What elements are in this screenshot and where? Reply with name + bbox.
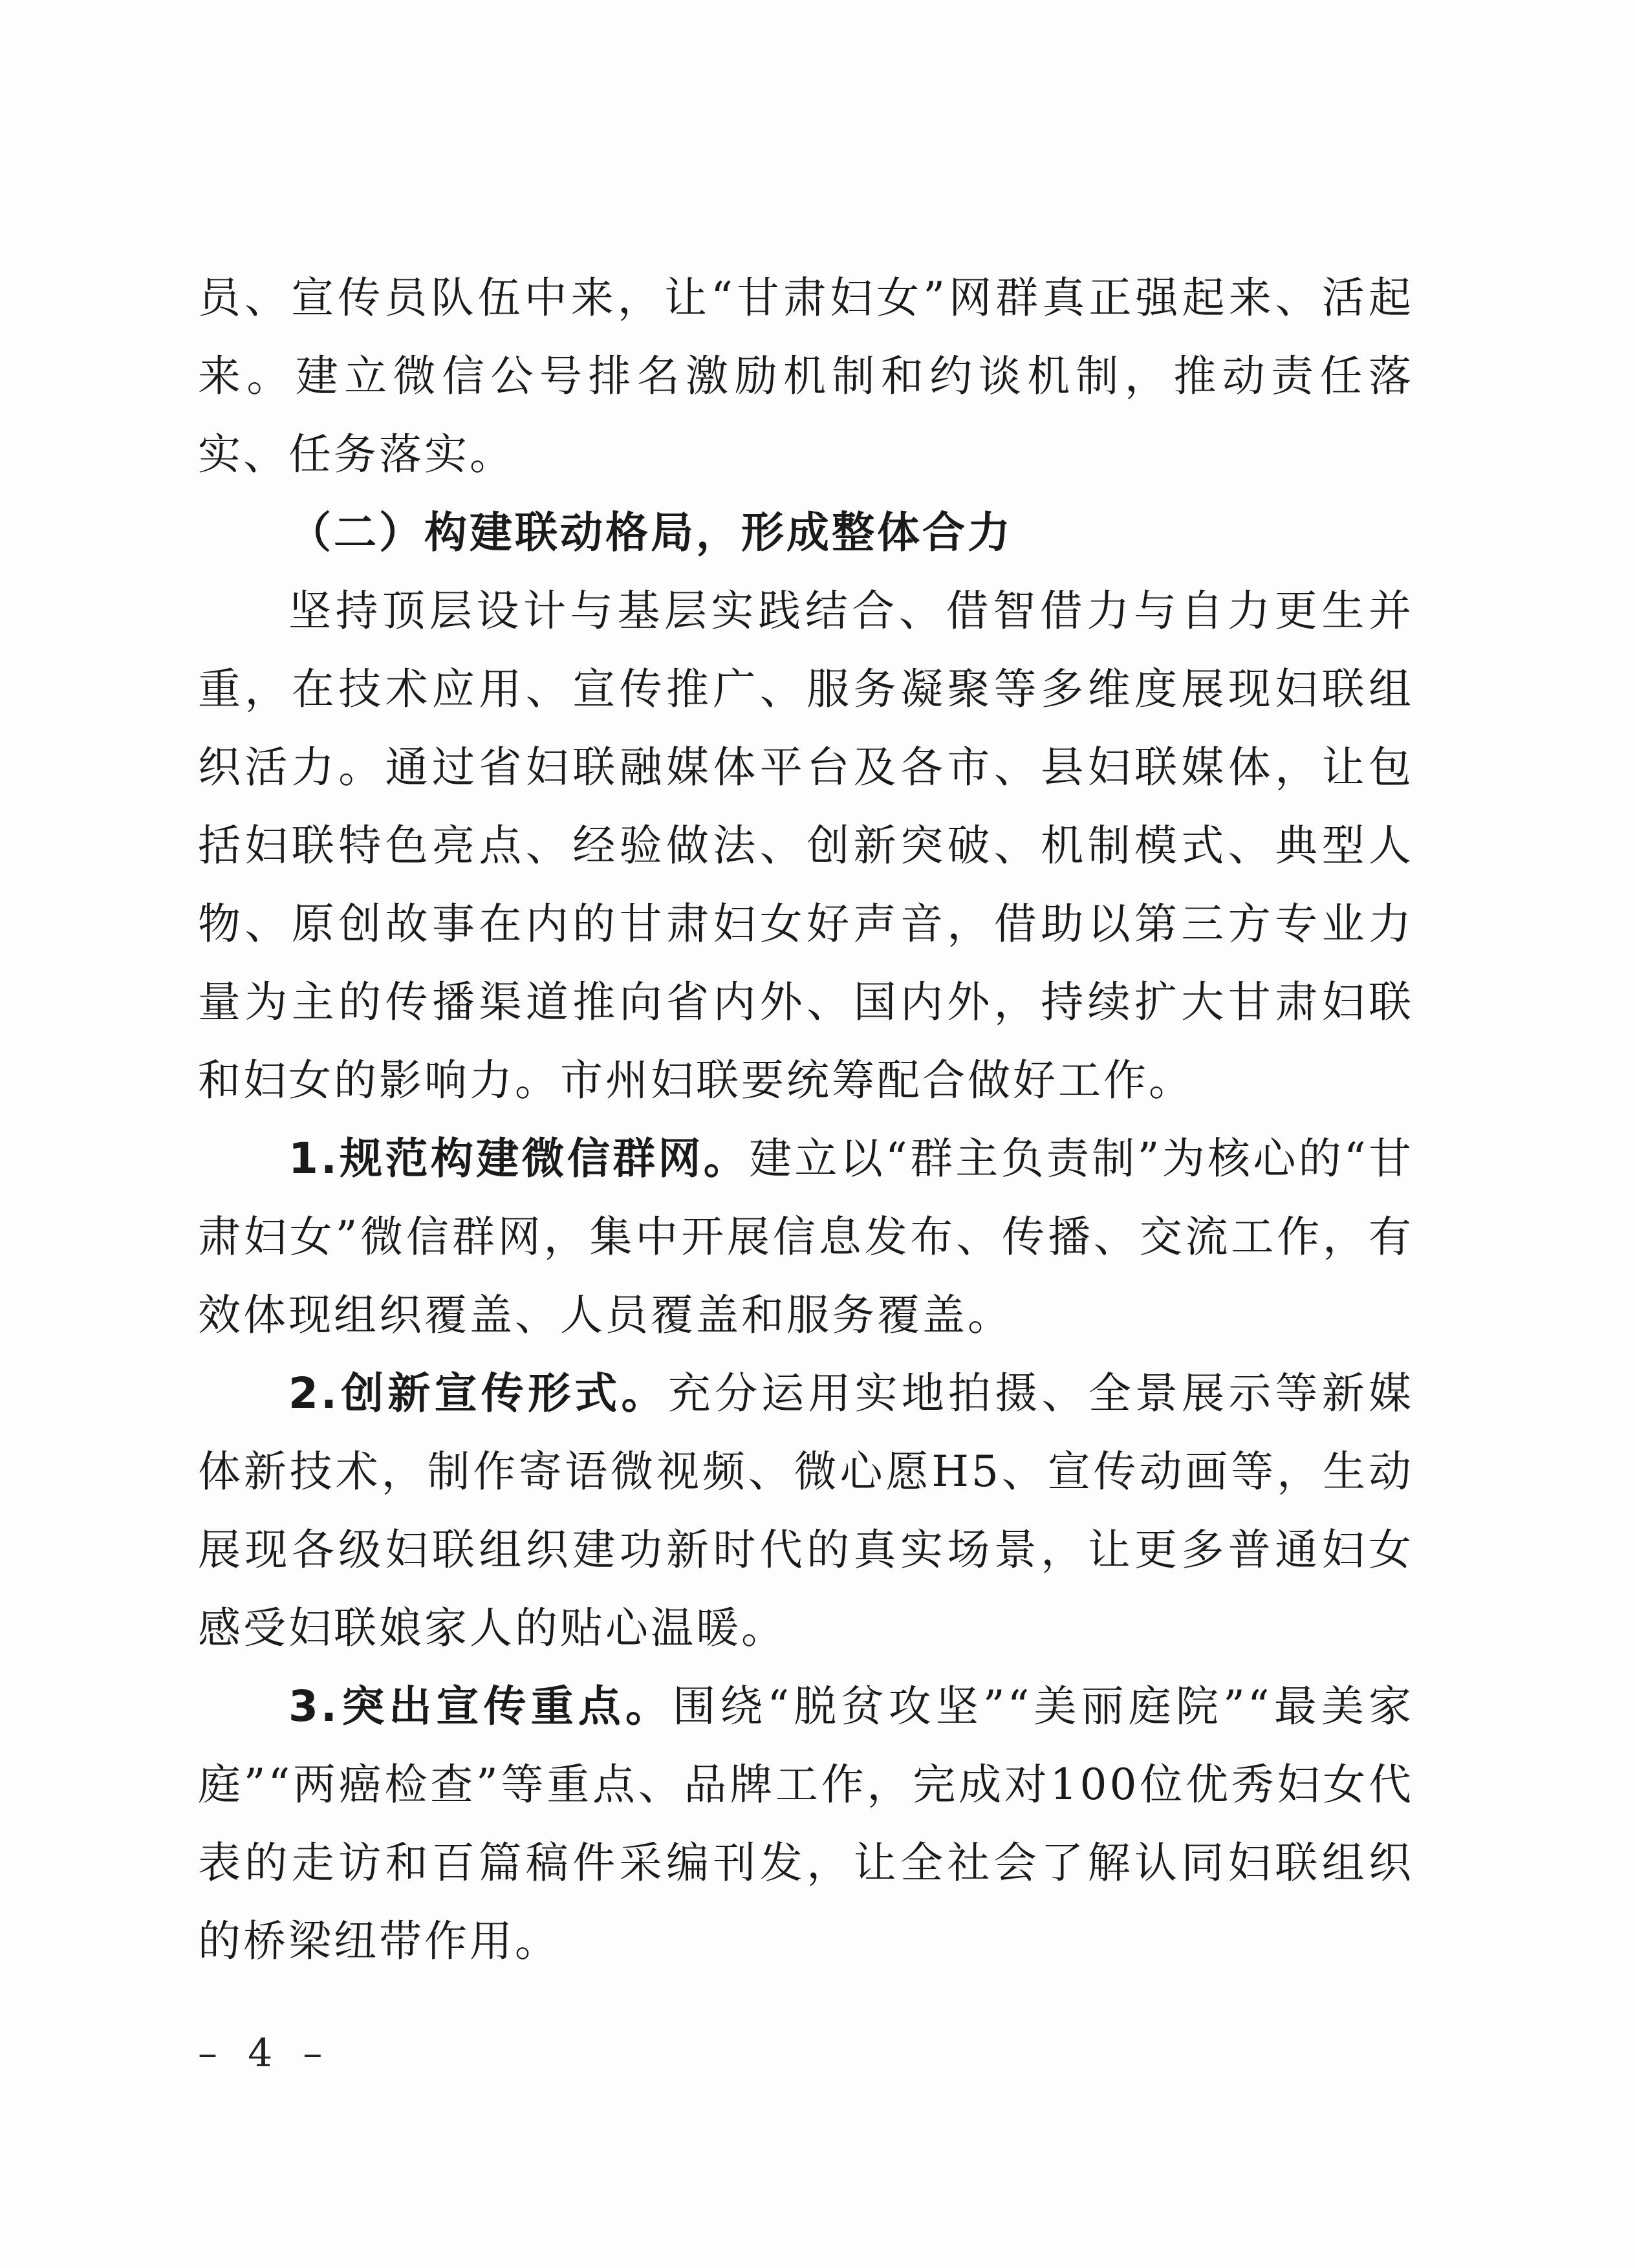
- continuation-paragraph: 员、宣传员队伍中来，让“甘肃妇女”网群真正强起来、活起来。建立微信公号排名激励机制和约谈机制，推动责任落实、任务落实。: [198, 273, 1414, 479]
- item-paragraph-1: [198, 1119, 1414, 1354]
- item-text-1: 建立以“群主负责制”为核心的“甘肃妇女”微信群网，集中开展信息发布、传播、交流工作，有效体现组织覆盖、人员覆盖和服务覆盖。: [198, 1134, 1414, 1340]
- item-lead-1: 1.规范构建微信群网。: [288, 1134, 750, 1183]
- section-heading: （二）构建联动格局，形成整体合力: [288, 508, 1013, 557]
- item-paragraph-3: [198, 1667, 1414, 1980]
- document-body: [198, 259, 1414, 1980]
- item-lead-3: 3.突出宣传重点。: [288, 1681, 673, 1731]
- item-lead-2: 2.创新宣传形式。: [288, 1368, 668, 1418]
- item-text-2: 充分运用实地拍摄、全景展示等新媒体新技术，制作寄语微视频、微心愿H5、宣传动画等，生动展现各级妇联组织建功新时代的真实场景，让更多普通妇女感受妇联娘家人的贴心温暖。: [198, 1368, 1414, 1653]
- item-text-3: 围绕“脱贫攻坚”“美丽庭院”“最美家庭”“两癌检查”等重点、品牌工作，完成对100位优秀妇女代表的走访和百篇稿件采编刊发，让全社会了解认同妇联组织的桥梁纽带作用。: [198, 1681, 1414, 1966]
- page-number: – 4 –: [198, 2031, 332, 2076]
- item-paragraph-2: [198, 1354, 1414, 1667]
- intro-paragraph: 坚持顶层设计与基层实践结合、借智借力与自力更生并重，在技术应用、宣传推广、服务凝聚等多维度展现妇联组织活力。通过省妇联融媒体平台及各市、县妇联媒体，让包括妇联特色亮点、经验做法、创新突破、机制模式、典型人物、原创故事在内的甘肃妇女好声音，借助以第三方专业力量为主的传播渠道推向省内外、国内外，持续扩大甘肃妇联和妇女的影响力。市州妇联要统筹配合做好工作。: [198, 586, 1414, 1105]
